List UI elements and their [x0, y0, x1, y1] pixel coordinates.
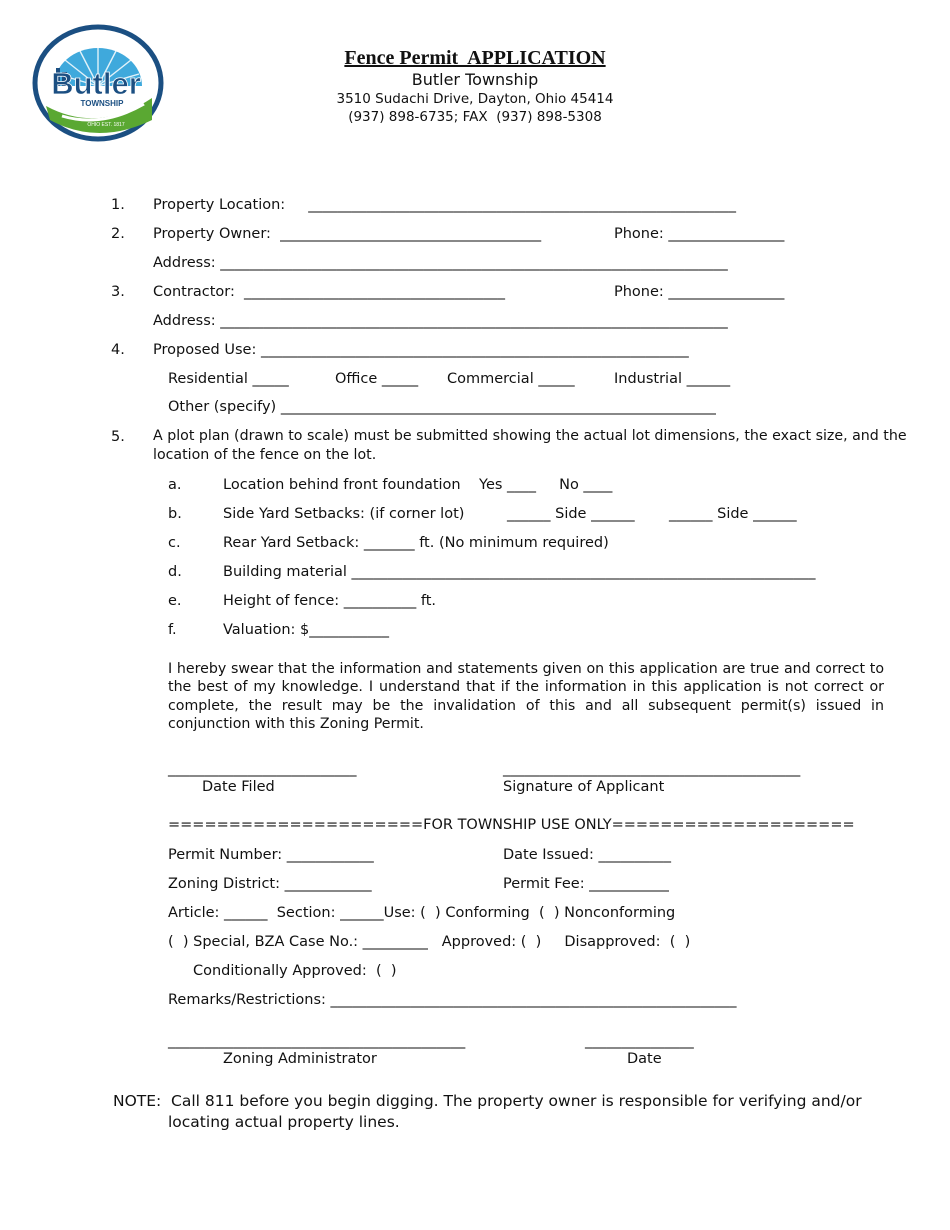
special-bza-field[interactable]: ( ) Special, BZA Case No.: _________ Approved: ( ) Disapproved: ( ) — [168, 934, 691, 950]
item-number: 1. — [111, 197, 125, 213]
org-name: Butler Township — [411, 70, 539, 89]
oath-statement: I hereby swear that the information and statements given on this application are true and correct to the best of my knowledge. I understand that if the information in this application is not correct or complete, the result may be the invalidation of this and all subsequent permit(s) issued in conjunction with this Zoning Permit. — [168, 661, 884, 733]
permit-fee-field[interactable]: Permit Fee: ___________ — [503, 876, 669, 892]
contractor-address-field[interactable]: Address: ______________________________________________________________________ — [153, 313, 728, 329]
zoning-admin-line[interactable]: _________________________________________ — [168, 1033, 466, 1049]
property-owner-field[interactable]: Property Owner: ____________________________________ — [153, 226, 542, 242]
logo-sub: TOWNSHIP — [80, 99, 124, 108]
item-number: 2. — [111, 226, 125, 242]
residential-field[interactable]: Residential _____ — [168, 371, 289, 387]
org-phone: (937) 898-6735; FAX (937) 898-5308 — [348, 109, 602, 125]
note-text: locating actual property lines. — [168, 1113, 400, 1131]
valuation-field[interactable]: Valuation: $___________ — [223, 622, 390, 638]
foundation-location-field[interactable]: Location behind front foundation Yes ____ No ____ — [223, 477, 613, 493]
sub-item-letter: d. — [168, 564, 182, 580]
remarks-field[interactable]: Remarks/Restrictions: ________________________________________________________ — [168, 992, 737, 1008]
fence-height-field[interactable]: Height of fence: __________ ft. — [223, 593, 436, 609]
note-text: Call 811 before you begin digging. The property owner is responsible for verifying and/or — [171, 1092, 862, 1110]
sub-item-letter: c. — [168, 535, 181, 551]
article-section-use-field[interactable]: Article: ______ Section: ______Use: ( ) Conforming ( ) Nonconforming — [168, 905, 676, 921]
form-title: Fence Permit APPLICATION — [344, 47, 606, 69]
logo-est: OHIO EST. 1817 — [87, 122, 125, 128]
proposed-use-field[interactable]: Proposed Use: ___________________________________________________________ — [153, 342, 689, 358]
side-yard-setback-field[interactable]: ______ Side ______ — [507, 506, 635, 522]
owner-phone-field[interactable]: Phone: ________________ — [614, 226, 785, 242]
contractor-phone-field[interactable]: Phone: ________________ — [614, 284, 785, 300]
logo-name: Butler — [51, 66, 141, 101]
note-label: NOTE: — [113, 1092, 162, 1110]
admin-date-label: Date — [627, 1051, 662, 1067]
other-use-field[interactable]: Other (specify) ____________________________________________________________ — [168, 399, 716, 415]
plot-plan-text: A plot plan (drawn to scale) must be submitted showing the actual lot dimensions, the exact size, and the — [153, 428, 907, 444]
signature-label: Signature of Applicant — [503, 779, 665, 795]
sub-item-letter: e. — [168, 593, 182, 609]
contractor-field[interactable]: Contractor: ____________________________________ — [153, 284, 506, 300]
property-location-field[interactable]: Property Location: ___________________________________________________________ — [153, 197, 736, 213]
township-use-header: =====================FOR TOWNSHIP USE ONLY==================== — [168, 817, 855, 833]
side-yard-label: Side Yard Setbacks: (if corner lot) — [223, 506, 465, 522]
date-filed-line[interactable]: __________________________ — [168, 761, 357, 777]
item-number: 4. — [111, 342, 125, 358]
conditionally-approved-field[interactable]: Conditionally Approved: ( ) — [193, 963, 397, 979]
office-field[interactable]: Office _____ — [335, 371, 419, 387]
commercial-field[interactable]: Commercial _____ — [447, 371, 575, 387]
sub-item-letter: a. — [168, 477, 182, 493]
date-issued-field[interactable]: Date Issued: __________ — [503, 847, 671, 863]
sub-item-letter: f. — [168, 622, 177, 638]
owner-address-field[interactable]: Address: ______________________________________________________________________ — [153, 255, 728, 271]
date-filed-label: Date Filed — [202, 779, 275, 795]
admin-date-line[interactable]: _______________ — [585, 1033, 694, 1049]
signature-line[interactable]: _________________________________________ — [503, 761, 801, 777]
org-address: 3510 Sudachi Drive, Dayton, Ohio 45414 — [336, 91, 614, 107]
item-number: 5. — [111, 429, 125, 445]
zoning-district-field[interactable]: Zoning District: ____________ — [168, 876, 372, 892]
rear-yard-setback-field[interactable]: Rear Yard Setback: _______ ft. (No minimum required) — [223, 535, 609, 551]
industrial-field[interactable]: Industrial ______ — [614, 371, 731, 387]
building-material-field[interactable]: Building material ________________________________________________________________ — [223, 564, 816, 580]
side-yard-setback-field[interactable]: ______ Side ______ — [669, 506, 797, 522]
plot-plan-text: location of the fence on the lot. — [153, 447, 377, 463]
permit-number-field[interactable]: Permit Number: ____________ — [168, 847, 374, 863]
item-number: 3. — [111, 284, 125, 300]
sub-item-letter: b. — [168, 506, 182, 522]
zoning-admin-label: Zoning Administrator — [223, 1051, 377, 1067]
